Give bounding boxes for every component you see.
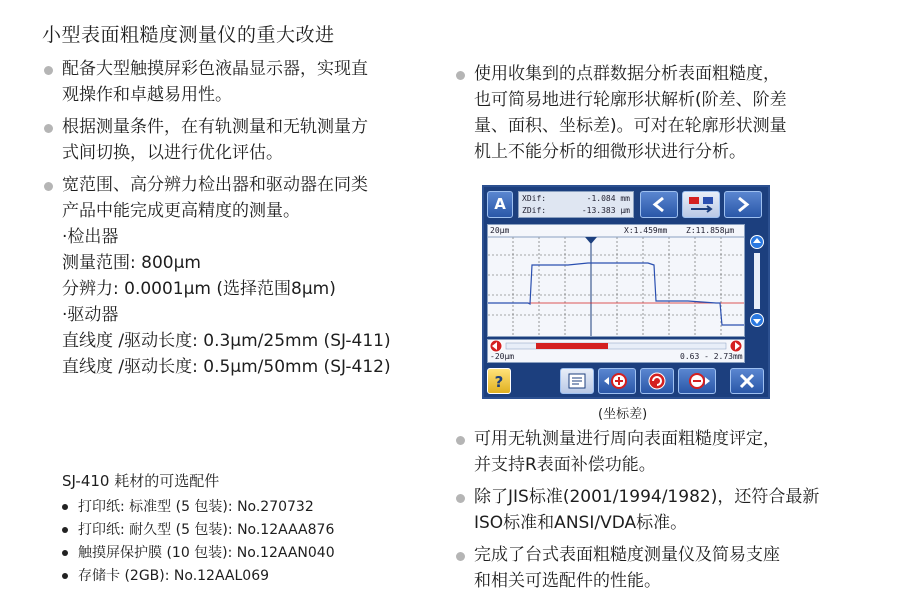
bullet-line: 使用收集到的点群数据分析表面粗糙度，: [474, 64, 780, 84]
refresh-button[interactable]: [640, 368, 674, 394]
chevron-left-icon: [641, 192, 677, 217]
close-button[interactable]: [730, 368, 764, 394]
vertical-scroll-graphic: [750, 235, 764, 327]
refresh-icon: [641, 369, 673, 393]
accessory-label: 打印纸: 耐久型 (5 包装): No.12AAA876: [78, 522, 335, 538]
horizontal-range-bar[interactable]: [487, 339, 745, 363]
feature-bullet-standards: [454, 484, 874, 536]
next-cursor-button[interactable]: [724, 191, 762, 218]
feature-bullet-circumferential: [454, 426, 874, 478]
bullet-line: 根据测量条件，在有轨测量和无轨测量方: [62, 117, 368, 137]
bullet-line: 量、面积、坐标差)。可对在轮廓形状测量: [474, 116, 787, 136]
vertical-scroll[interactable]: [750, 235, 764, 327]
feature-bullet-touchscreen: [42, 56, 422, 108]
bullet-dot: [62, 550, 68, 556]
xdif-value: -1.084 mm: [586, 194, 630, 203]
page-title: 小型表面粗糙度测量仪的重大改进: [42, 24, 335, 46]
left-feature-list: [42, 56, 422, 380]
plot-grid: [488, 237, 744, 336]
spec-line: 测量范围: 800μm: [62, 253, 201, 273]
spec-line: ·驱动器: [62, 305, 119, 325]
spec-line: 直线度 /驱动长度: 0.3μm/25mm (SJ-411): [62, 331, 391, 351]
zoom-out-icon: [679, 369, 715, 393]
zdif-label: ZDif:: [522, 206, 547, 215]
cursor-swap-icon: [683, 192, 719, 217]
cursor-swap-button[interactable]: [682, 191, 720, 218]
screen-caption: (坐标差): [598, 407, 648, 422]
help-icon: [488, 369, 510, 393]
prev-cursor-button[interactable]: [640, 191, 678, 218]
bullet-line: 配备大型触摸屏彩色液晶显示器，实现直: [62, 59, 368, 79]
bullet-line: 也可简易地进行轮廓形状解析(阶差、阶差: [474, 90, 787, 110]
spec-line: ·检出器: [62, 227, 119, 247]
accessory-label: 打印纸: 标准型 (5 包装): No.270732: [78, 499, 314, 515]
feature-bullet-bench-stand: [454, 542, 874, 594]
bullet-line: 完成了台式表面粗糙度测量仪及简易支座: [474, 545, 780, 565]
accessory-item: [62, 519, 334, 542]
feature-bullet-analysis: [454, 61, 874, 165]
plot-x-readout: X:1.459mm: [624, 226, 668, 235]
bullet-line: 除了JIS标准(2001/1994/1982)，还符合最新: [474, 487, 820, 507]
bullet-line: ISO标准和ANSI/VDA标准。: [474, 513, 688, 533]
range-selection: [536, 343, 608, 349]
right-feature-list: [454, 61, 874, 171]
diff-readout: [518, 191, 634, 218]
bullet-line: 产品中能完成更高精度的测量。: [62, 201, 300, 221]
svg-text:?: ?: [494, 373, 504, 391]
bullet-line: 宽范围、高分辨力检出器和驱动器在同类: [62, 175, 368, 195]
mode-a-button[interactable]: A: [487, 191, 513, 218]
bullet-line: 和相关可选配件的性能。: [474, 571, 661, 591]
range-right-label: 0.63 - 2.73mm: [680, 352, 743, 361]
spec-line: 直线度 /驱动长度: 0.5μm/50mm (SJ-412): [62, 357, 391, 377]
accessory-label: 触摸屏保护膜 (10 包装): No.12AAN040: [78, 545, 335, 561]
spec-block: [42, 224, 422, 380]
bullet-dot: [62, 527, 68, 533]
profile-graph: [488, 225, 744, 336]
plot-top-left-label: 20μm: [490, 226, 510, 235]
xdif-label: XDif:: [522, 194, 547, 203]
bullet-line: 观操作和卓越易用性。: [62, 85, 232, 105]
bullet-dot: [62, 504, 68, 510]
zdif-value: -13.383 μm: [581, 206, 630, 215]
accessories-title: SJ-410 耗材的可选配件: [62, 472, 220, 490]
chevron-right-icon: [725, 192, 761, 217]
bullet-line: 式间切换，以进行优化评估。: [62, 143, 283, 163]
plot-z-readout: Z:11.858μm: [686, 226, 735, 235]
feature-bullet-detector: [42, 172, 422, 224]
bullet-dot: [62, 573, 68, 579]
accessory-item: [62, 542, 335, 565]
range-left-label: -20μm: [490, 352, 515, 361]
profile-trace: [488, 263, 744, 325]
zoom-out-button[interactable]: [678, 368, 716, 394]
device-lcd-screen: [482, 185, 770, 399]
accessory-item: [62, 565, 269, 588]
help-button[interactable]: [487, 368, 511, 394]
bullet-line: 可用无轨测量进行周向表面粗糙度评定，: [474, 429, 780, 449]
close-icon: [731, 369, 763, 393]
zoom-in-icon: [599, 369, 635, 393]
document-icon: [561, 369, 593, 393]
feature-bullet-skid-switch: [42, 114, 422, 166]
profile-plot[interactable]: [487, 224, 745, 337]
cursor-marker: [585, 237, 597, 244]
report-button[interactable]: [560, 368, 594, 394]
spec-line: 分辨力: 0.0001μm (选择范围8μm): [62, 279, 336, 299]
accessory-item: [62, 496, 314, 519]
bullet-line: 机上不能分析的细微形状进行分析。: [474, 142, 746, 162]
accessory-label: 存储卡 (2GB): No.12AAL069: [78, 568, 270, 584]
bullet-line: 并支持R表面补偿功能。: [474, 455, 656, 475]
right-bottom-feature-list: [454, 426, 874, 600]
zoom-in-button[interactable]: [598, 368, 636, 394]
